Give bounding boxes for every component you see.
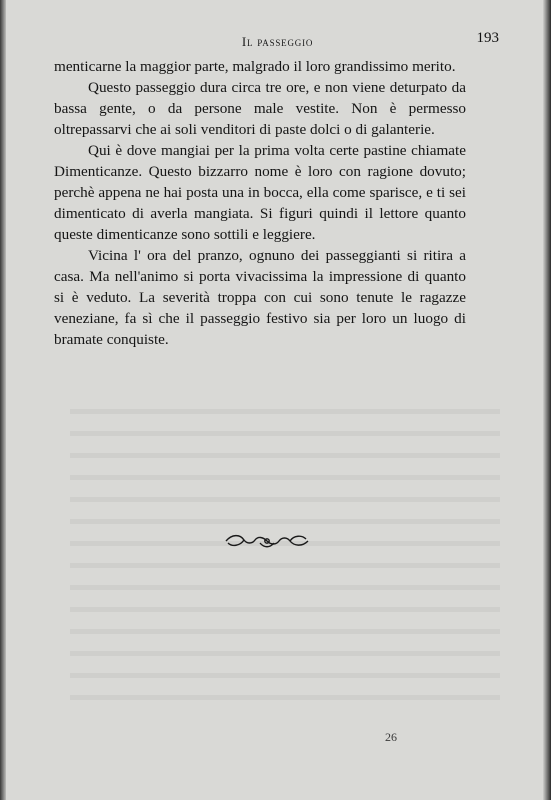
decorative-flourish-icon xyxy=(222,531,312,551)
page-edge-shadow xyxy=(543,0,551,800)
paragraph: Qui è dove mangiai per la prima volta certe pastine chiamate Dimenticanze. Questo bizzarro nome è loro con ragione dovuto; perchè appena ne hai posta una in bocca, ella come sparisce, e ti sei dimenticato di averla mangiata. Si figuri quindi il lettore quanto queste dimenticanze sono sottili e leggiere. xyxy=(54,142,466,243)
paragraph: Questo passeggio dura circa tre ore, e non viene deturpato da bassa gente, o da persone male vestite. Non è permesso oltrepassarvi che ai soli venditori di paste dolci o di galanterie. xyxy=(54,79,466,138)
running-head: Il passeggio xyxy=(241,34,314,49)
page-header xyxy=(56,30,499,52)
page-number: 193 xyxy=(476,30,499,46)
body-text xyxy=(54,56,466,350)
signature-mark: 26 xyxy=(385,730,397,744)
show-through-text xyxy=(70,395,500,715)
paragraph: menticarne la maggior parte, malgrado il loro grandissimo merito. xyxy=(54,58,456,75)
page-gutter-shadow xyxy=(0,0,6,800)
paragraph: Vicina l' ora del pranzo, ognuno dei passeggianti si ritira a casa. Ma nell'animo si porta vivacissima la impressione di quanto si è veduto. La severità troppa con cui sono tenute le ragazze veneziane, fa sì che il passeggio festivo sia per loro un luogo di bramate conquiste. xyxy=(54,247,466,348)
